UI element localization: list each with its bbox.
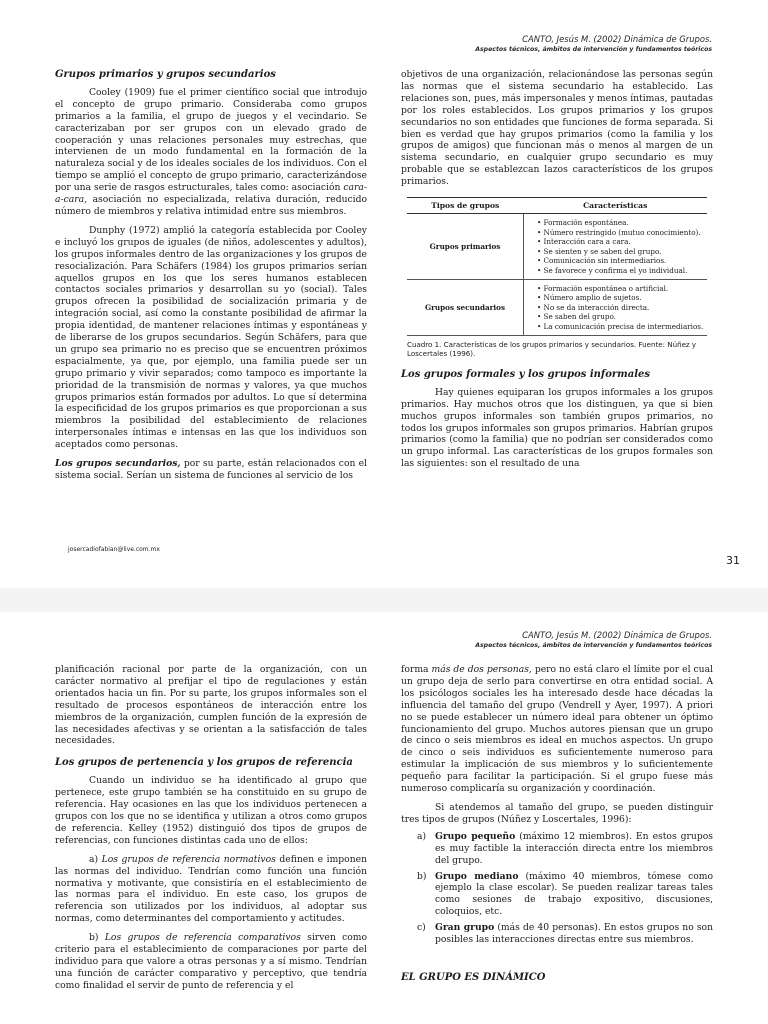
- paragraph: Cooley (1909) fue el primer científico social que introdujo el concepto de grupo primario. Consideraba como grupos primarios a la familia, el grupo de juegos y el vecindario. Se caracterizaban por ser grupos con un elevado grado de cooperación y unas relaciones personales muy estrechas, que intervienen de un modo fundamental en la formación de la naturaleza social y de los ideales sociales de los individuos. Con el tiempo se amplió el concepto de grupo primario, caracterizándose por una serie de rasgos estructurales, tales como: asociación cara-a-cara, asociación no especializada, relativa duración, reducido número de miembros y relativa intimidad entre sus miembros.: [55, 86, 368, 217]
- characteristics-table: [407, 197, 707, 336]
- page-header: [475, 34, 712, 54]
- row-label-secundarios: Grupos secundarios: [407, 279, 524, 335]
- section-heading-dinamico: EL GRUPO ES DINÁMICO: [401, 971, 546, 983]
- list-item: • Se sienten y se saben del grupo.: [537, 247, 704, 256]
- paragraph: forma más de dos personas, pero no está claro el límite por el cual un grupo deja de serlo para convertirse en otra entidad social. A los psicólogos sociales les ha interesado desde hace décadas la influencia del tamaño del grupo (Vendrell y Ayer, 1997). A priori no se puede establecer un número ideal para obtener un óptimo funcionamiento del grupo. Muchos autores piensan que un grupo de cinco o seis miembros es ideal en muchos aspectos. Un grupo de cinco o seis individuos es suficientemente numeroso para estimular la implicación de sus miembros y lo suficientemente pequeño para facilitar la participación. Si el grupo fuese más numeroso complicaría su organización y coordinación.: [401, 664, 713, 795]
- paragraph: Si atendemos al tamaño del grupo, se pueden distinguir tres tipos de grupos (Núñez y Loscertales, 1996):: [401, 801, 713, 825]
- page-header: [475, 630, 712, 650]
- list-item: • La comunicación precisa de intermediarios.: [537, 322, 704, 331]
- document-page-32: [0, 612, 768, 1024]
- list-item: • Comunicación sin intermediarios.: [537, 256, 704, 265]
- left-column: [55, 664, 367, 992]
- list-item: b) Grupo mediano (máximo 40 miembros, tómese como ejemplo la clase escolar). Se pueden realizar tareas tales como sesiones de trabajo expositivo, discusiones, coloquios, etc.: [417, 870, 714, 918]
- header-citation: CANTO, Jesús M. (2002) Dinámica de Grupos.: [522, 34, 712, 44]
- row-label-primarios: Grupos primarios: [407, 214, 524, 279]
- header-citation: CANTO, Jesús M. (2002) Dinámica de Grupos.: [522, 630, 712, 640]
- section-heading-pertenencia-referencia: Los grupos de pertenencia y los grupos de referencia: [55, 757, 353, 769]
- list-item: • Número restringido (mutuo conocimiento).: [537, 228, 704, 237]
- page-number: 31: [726, 554, 740, 567]
- paragraph: Dunphy (1972) amplió la categoría establecida por Cooley e incluyó los grupos de iguales (de niños, adolescentes y adultos), los grupos informales dentro de las organizaciones y los grupos de resocialización. Para Schäfers (1984) los grupos primarios serían aquellos grupos en los que los seres humanos establecen contactos sociales primarios y desarrollan su yo (social). Tales grupos ofrecen la posibilidad de socialización primaria y de integración social, así como la constante posibilidad de afirmar la propia identidad, de mantener relaciones íntimas y espontáneas y de liberarse de los grupos secundarios. Según Schäfers, para que un grupo sea primario no es preciso que se encuentren próximos espacialmente, ya que, por ejemplo, una familia puede ser un grupo primario y vivir separados; como tampoco es importante la prioridad de la transmisión de normas y valores, ya que muchos grupos primarios están formados por adultos. Lo que sí determina la especificidad de los grupos primarios es que proporcionan a sus miembros la posibilidad del establecimiento de relaciones interpersonales íntimas e intensas en las que los individuos son aceptados como personas.: [55, 224, 367, 451]
- header-subtitle: Aspectos técnicos, ámbitos de intervención y fundamentos teóricos: [475, 46, 712, 53]
- table-caption: Cuadro 1. Características de los grupos primarios y secundarios. Fuente: Núñez y Loscertales (1996).: [407, 339, 697, 359]
- paragraph: b) Los grupos de referencia comparativos sirven como criterio para el establecimiento de comparaciones por parte del individuo para que valore a otras personas y a sí mismo. Tendrían una función de carácter comparativo y perceptivo, que tendría como finalidad el servir de punto de referencia y el: [55, 932, 368, 991]
- list-item: • Formación espontánea.: [537, 218, 704, 227]
- paragraph: Cuando un individuo se ha identificado al grupo que pertenece, este grupo también se ha constituido en su grupo de referencia. Hay ocasiones en las que los individuos pertenecen a grupos con los que no se identifica y utilizan a otros como grupos de referencia. Kelley (1952) distinguió dos tipos de grupos de referencias, con funciones distintas cada uno de ellos:: [55, 775, 367, 846]
- paragraph: Los grupos secundarios, por su parte, están relacionados con el sistema social. Serían un sistema de funciones al servicio de los: [55, 458, 367, 481]
- list-item: • Número amplio de sujetos.: [537, 293, 704, 302]
- paragraph: planificación racional por parte de la organización, con un carácter normativo al prefijar el tipo de regulaciones y están orientados hacia un fin. Por su parte, los grupos informales son el resultado de procesos espontáneos de interacción entre los miembros de la organización, cumplen función de la expresión de las necesidades afectivas y se orientan a la satisfacción de tales necesidades.: [55, 664, 367, 747]
- list-item: • No se da interacción directa.: [537, 303, 704, 312]
- table-header-caracteristicas: Características: [524, 198, 708, 214]
- left-column: [55, 69, 367, 482]
- right-column: [401, 69, 713, 470]
- list-item: • Se saben del grupo.: [537, 312, 704, 321]
- list-item: • Formación espontánea o artificial.: [537, 284, 704, 293]
- paragraph: Hay quienes equiparan los grupos informales a los grupos primarios. Hay muchos otros que los distinguen, ya que si bien muchos grupos informales son también grupos primarios, no todos los grupos informales son grupos primarios. Habrían grupos primarios (como la familia) que no podrían ser considerados como un grupo informal. Las características de los grupos formales son las siguientes: son el resultado de una: [401, 386, 713, 470]
- list-item: • Se favorece y confirma el yo individual.: [537, 266, 704, 275]
- paragraph: a) Los grupos de referencia normativos definen e imponen las normas del individuo. Tendrían como función una función normativa y motivante, que consistiría en el establecimiento de las normas para el individuo. En este caso, los grupos de referencia son utilizados por los individuos, al adoptar sus normas, como determinantes del comportamiento y actitudes.: [55, 853, 367, 925]
- list-item: a) Grupo pequeño (máximo 12 miembros). En estos grupos es muy factible la interacción directa entre los miembros del grupo.: [417, 830, 713, 866]
- list-item: • Interacción cara a cara.: [537, 237, 704, 246]
- header-subtitle: Aspectos técnicos, ámbitos de intervención y fundamentos teóricos: [475, 642, 712, 649]
- table-row: [407, 214, 707, 279]
- right-column: [401, 664, 713, 984]
- author-email: josercadiofabian@live.com.mx: [68, 546, 160, 553]
- group-size-list: [401, 831, 713, 946]
- page-separator: [0, 588, 768, 612]
- paragraph: objetivos de una organización, relacionándose las personas según las normas que el sistema secundario ha establecido. Las relaciones son, pues, más impersonales y menos íntimas, pautadas por los roles establecidos. Los grupos primarios y los grupos secundarios no son entidades que funciones de forma separada. Si bien es verdad que hay grupos primarios (como la familia y los grupos de amigos) que funcionan más o menos al margen de un sistema secundario, en cualquier grupo secundario es muy probable que se establezcan lazos característicos de los grupos primarios.: [401, 69, 713, 188]
- table-row: [407, 279, 707, 335]
- table-header-tipos: Tipos de grupos: [407, 198, 524, 214]
- section-heading-formal-informal: Los grupos formales y los grupos informales: [401, 368, 651, 380]
- section-heading-primary-secondary: Grupos primarios y grupos secundarios: [55, 69, 276, 80]
- list-item: c) Gran grupo (más de 40 personas). En estos grupos no son posibles las interacciones directas entre sus miembros.: [417, 922, 714, 946]
